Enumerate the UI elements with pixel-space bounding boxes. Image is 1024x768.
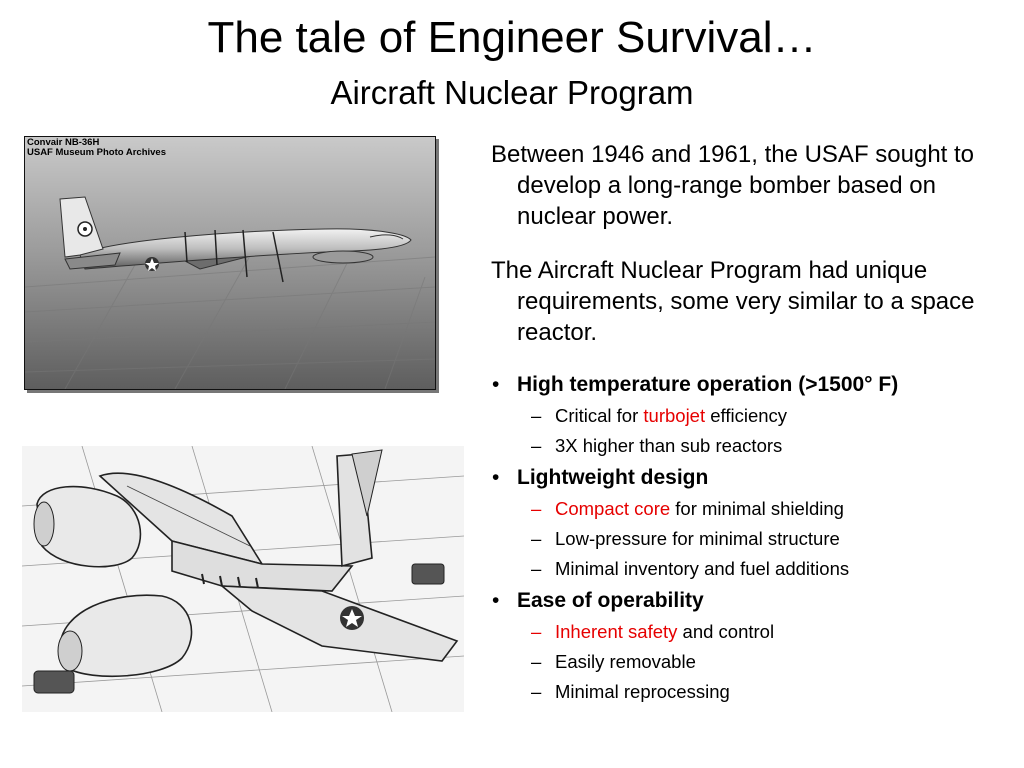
sub-bullet-mark: – [531,681,542,702]
sub-bullet-mark: – [531,405,542,426]
sub-bullet-mark: – [531,558,542,579]
sub-bullet-mark: – [531,498,542,519]
sub-bullet-text: Critical for [555,405,644,426]
sub-bullet-item [491,434,1011,458]
aircraft-photo-drawing [25,137,435,389]
sub-bullet-text: and control [677,621,775,642]
sub-bullet-text: Easily removable [555,651,696,672]
slide-title: The tale of Engineer Survival… [207,13,817,62]
requirements-list [491,371,1011,704]
sub-bullet-mark: – [531,651,542,672]
photo-caption: Convair NB-36H USAF Museum Photo Archives [27,137,167,158]
sub-bullet-mark: – [531,528,542,549]
aircraft-photo [24,136,436,390]
content-column [491,139,1011,704]
bullet-mark: • [492,466,500,489]
sub-bullet-highlight: Inherent safety [555,621,678,642]
sub-bullet-text: Low-pressure for minimal structure [555,528,840,549]
intro-paragraph: Between 1946 and 1961, the USAF sought to develop a long-range bomber based on nuclear power. [491,141,975,230]
sub-bullet-highlight: Compact core [555,498,671,519]
sub-bullet-highlight: turbojet [643,405,706,426]
bullet-label: High temperature operation (>1500° F) [517,373,899,396]
sub-bullet-mark: – [531,621,542,642]
requirements-paragraph: The Aircraft Nuclear Program had unique requirements, some very similar to a space reactor. [491,257,975,346]
sub-bullet-text: Minimal reprocessing [555,681,730,702]
sub-bullet-item [491,527,1011,551]
bullet-mark: • [492,589,500,612]
bullet-label: Ease of operability [517,589,704,612]
bullet-item [491,371,1011,398]
sub-bullet-item [491,497,1011,521]
aircraft-sketch [22,446,464,712]
sub-bullet-item [491,557,1011,581]
aircraft-sketch-drawing [22,446,464,712]
bullet-label: Lightweight design [517,466,709,489]
bullet-item [491,587,1011,614]
bullet-item [491,464,1011,491]
sub-bullet-text: efficiency [705,405,788,426]
sub-bullet-item [491,404,1011,428]
sub-bullet-item [491,620,1011,644]
sub-bullet-text: 3X higher than sub reactors [555,435,783,456]
sub-bullet-text: Minimal inventory and fuel additions [555,558,850,579]
bullet-mark: • [492,373,500,396]
sub-bullet-mark: – [531,435,542,456]
slide-subtitle: Aircraft Nuclear Program [330,74,694,111]
sub-bullet-item [491,680,1011,704]
sub-bullet-item [491,650,1011,674]
sub-bullet-text: for minimal shielding [670,498,844,519]
